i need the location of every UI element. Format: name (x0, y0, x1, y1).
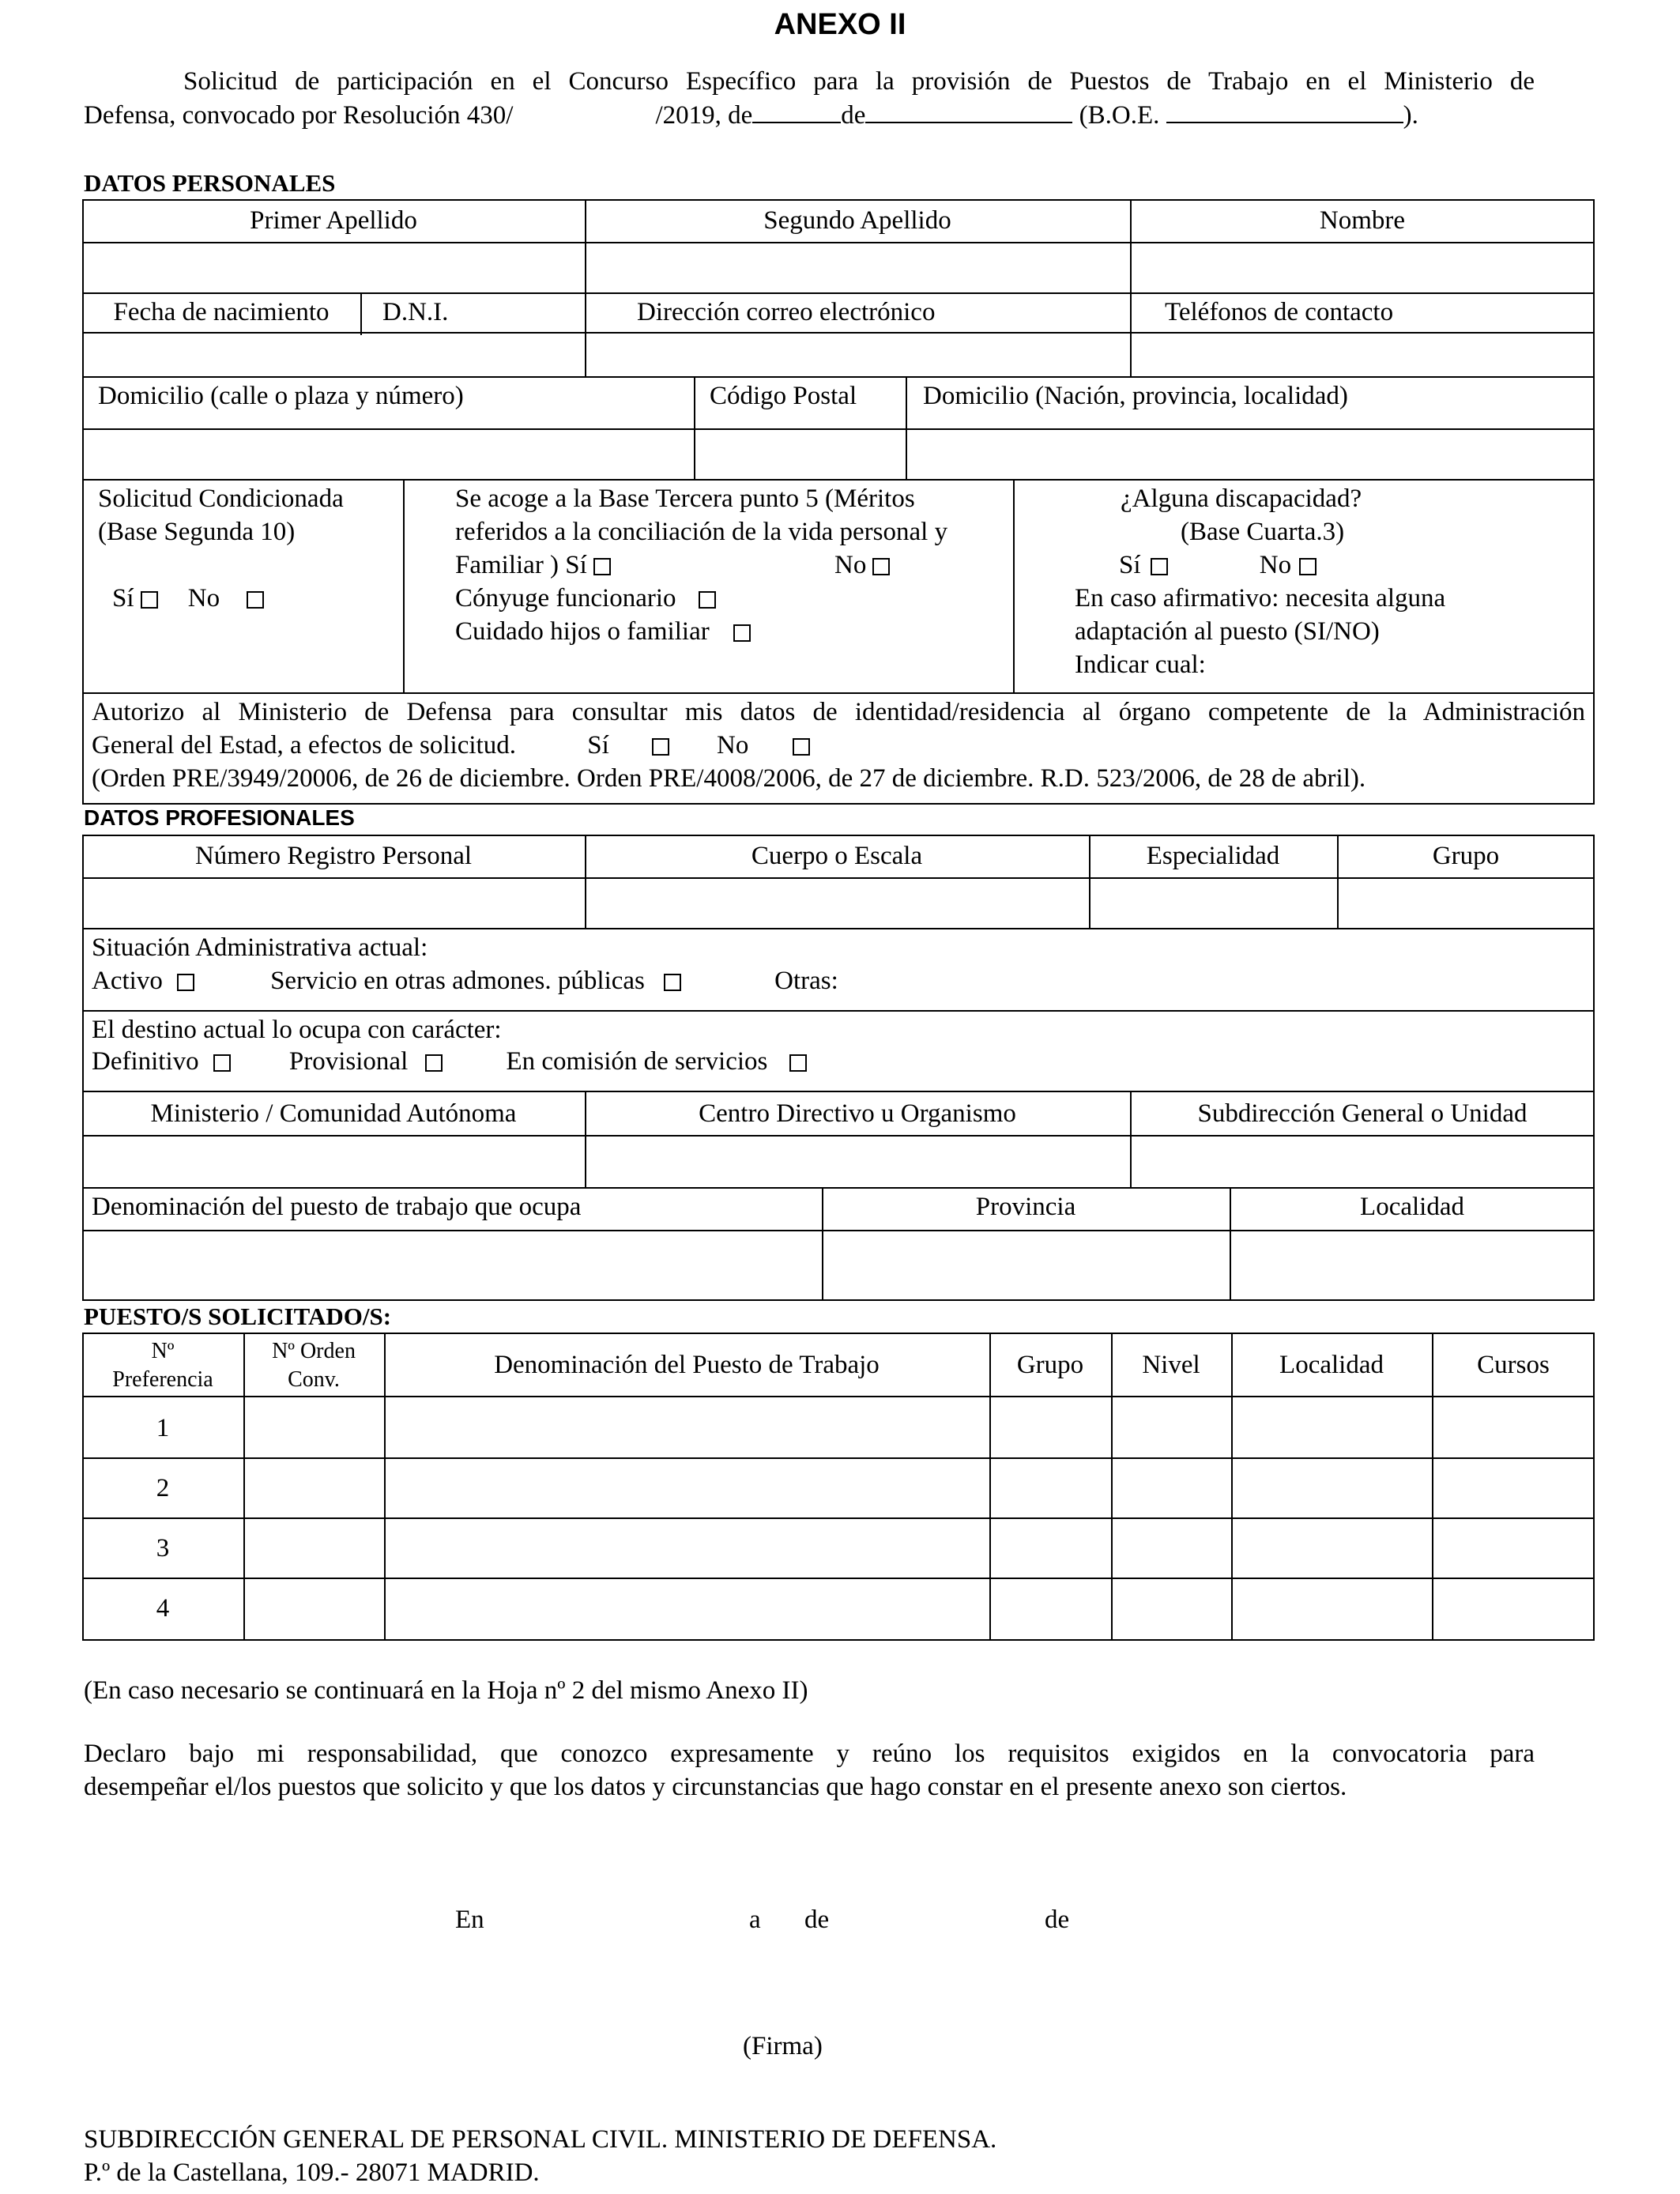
lugar-field[interactable] (503, 1902, 740, 1933)
no-label: No (187, 584, 220, 613)
nrp-label: Número Registro Personal (194, 842, 473, 870)
col-cursos-header: Cursos (1477, 1351, 1550, 1379)
autorizo-no-checkbox[interactable] (793, 738, 810, 756)
discapacidad-options (1119, 548, 1317, 582)
autorizo-text: General del Estad, a efectos de solicitud. (92, 731, 516, 760)
table-row-number: 2 (156, 1474, 170, 1502)
grupo-field[interactable] (1339, 880, 1593, 926)
servicio-otras-checkbox[interactable] (664, 974, 681, 991)
codigo-postal-field[interactable] (695, 432, 904, 477)
discapacidad-question: ¿Alguna discapacidad? (1121, 484, 1362, 513)
boe-blank[interactable] (1166, 98, 1403, 123)
denominacion-field[interactable] (84, 1233, 820, 1299)
fecha-en: En (455, 1906, 484, 1934)
subdireccion-label: Subdirección General o Unidad (1197, 1099, 1527, 1128)
col-orden-line-2: Conv. (288, 1367, 340, 1392)
intro-de: de (841, 101, 866, 130)
fecha-dni-field[interactable] (84, 335, 583, 375)
cuerpo-field[interactable] (586, 880, 1087, 926)
col-orden-line-1: Nº Orden (272, 1339, 356, 1363)
autorizo-si-label: Sí (587, 731, 609, 760)
mes-field[interactable] (846, 1902, 1035, 1933)
fecha-de-2: de (1045, 1906, 1070, 1934)
month-blank[interactable] (865, 98, 1072, 123)
comision-label: En comisión de servicios (506, 1047, 768, 1076)
provincia-label: Provincia (975, 1193, 1076, 1221)
table-row-number: 4 (156, 1594, 170, 1623)
localidad-field[interactable] (1231, 1233, 1593, 1299)
fecha-nacimiento-label: Fecha de nacimiento (113, 298, 330, 326)
provisional-checkbox[interactable] (425, 1054, 443, 1072)
ministerio-label: Ministerio / Comunidad Autónoma (150, 1099, 517, 1128)
activo-checkbox[interactable] (177, 974, 194, 991)
base-no-label: No (834, 551, 867, 579)
base-si-checkbox[interactable] (593, 558, 611, 575)
autorizo-line-2 (92, 729, 810, 762)
cuidado-checkbox[interactable] (733, 624, 751, 642)
discapacidad-line-3: En caso afirmativo: necesita alguna (1075, 584, 1446, 613)
situacion-label: Situación Administrativa actual: (92, 933, 428, 962)
primer-apellido-label: Primer Apellido (250, 206, 417, 235)
domicilio-label: Domicilio (calle o plaza y número) (98, 382, 464, 410)
domicilio-localidad-label: Domicilio (Nación, provincia, localidad) (923, 382, 1348, 410)
servicio-otras-label: Servicio en otras admones. públicas (270, 967, 645, 995)
declaro-line-2: desempeñar el/los puestos que solicito y que los datos y circunstancias que hago constar en el presente anexo son ciertos. (84, 1773, 1347, 1801)
definitivo-label: Definitivo (92, 1047, 199, 1076)
anio-field[interactable] (1086, 1902, 1212, 1933)
discapacidad-base: (Base Cuarta.3) (1181, 518, 1345, 546)
si-label: Sí (112, 584, 134, 613)
table-row[interactable] (245, 1459, 1593, 1516)
primer-apellido-field[interactable] (84, 245, 583, 291)
conyuge-checkbox[interactable] (699, 591, 716, 609)
codigo-postal-label: Código Postal (710, 382, 857, 410)
discapacidad-si-checkbox[interactable] (1151, 558, 1168, 575)
autorizo-line-3: (Orden PRE/3949/20006, de 26 de diciembre. Orden PRE/4008/2006, de 27 de diciembre. R.D. 523/2006, de 28 de abril). (92, 764, 1366, 793)
provincia-field[interactable] (823, 1233, 1228, 1299)
nota-continuacion: (En caso necesario se continuará en la Hoja nº 2 del mismo Anexo II) (84, 1676, 808, 1705)
ministerio-field[interactable] (84, 1138, 583, 1186)
footer-organismo: SUBDIRECCIÓN GENERAL DE PERSONAL CIVIL. MINISTERIO DE DEFENSA. (84, 2125, 997, 2154)
localidad-label: Localidad (1360, 1193, 1464, 1221)
autorizo-si-checkbox[interactable] (652, 738, 669, 756)
intro-line-2 (84, 98, 1418, 132)
datos-personales-heading: DATOS PERSONALES (84, 169, 336, 197)
intro-boe: (B.O.E. (1079, 101, 1160, 130)
autorizo-no-label: No (717, 731, 749, 760)
segundo-apellido-field[interactable] (586, 245, 1128, 291)
domicilio-field[interactable] (84, 432, 692, 477)
condicionada-title: Solicitud Condicionada (98, 484, 344, 513)
table-row-number: 3 (156, 1534, 170, 1563)
disc-no-label: No (1259, 551, 1292, 579)
centro-label: Centro Directivo u Organismo (699, 1099, 1016, 1128)
col-pref-line-2: Preferencia (112, 1367, 213, 1392)
footer-direccion: P.º de la Castellana, 109.- 28071 MADRID. (84, 2158, 540, 2187)
situacion-options (92, 964, 838, 997)
table-row[interactable] (245, 1397, 1593, 1456)
col-localidad-header: Localidad (1279, 1351, 1384, 1379)
base-tercera-line-2: referidos a la conciliación de la vida personal y (455, 518, 948, 546)
table-row[interactable] (245, 1519, 1593, 1576)
datos-profesionales-heading: DATOS PROFESIONALES (84, 805, 355, 830)
telefonos-field[interactable] (1132, 335, 1593, 375)
otras-label: Otras: (774, 967, 838, 995)
telefonos-label: Teléfonos de contacto (1165, 298, 1394, 326)
discapacidad-no-checkbox[interactable] (1299, 558, 1317, 575)
col-preferencia-header (82, 1337, 243, 1394)
especialidad-field[interactable] (1090, 880, 1335, 926)
cuerpo-label: Cuerpo o Escala (751, 842, 923, 870)
denominacion-label: Denominación del puesto de trabajo que ocupa (92, 1193, 582, 1221)
provisional-label: Provisional (288, 1047, 409, 1076)
condicionada-options (112, 582, 264, 615)
autorizo-line-1: Autorizo al Ministerio de Defensa para consultar mis datos de identidad/residencia al órgano competente de la Administración (92, 698, 1585, 726)
intro-year: /2019, de (655, 101, 753, 130)
destino-options (92, 1045, 807, 1078)
day-blank[interactable] (752, 98, 841, 123)
cuidado-row (455, 615, 751, 648)
col-denominacion-header: Denominación del Puesto de Trabajo (494, 1351, 880, 1379)
comision-checkbox[interactable] (789, 1054, 807, 1072)
destino-label: El destino actual lo ocupa con carácter: (92, 1016, 502, 1044)
intro-resolucion: Defensa, convocado por Resolución 430/ (84, 101, 514, 130)
activo-label: Activo (92, 967, 163, 995)
fecha-de-1: de (804, 1906, 830, 1934)
domicilio-localidad-field[interactable] (907, 432, 1593, 477)
cuidado-label: Cuidado hijos o familiar (455, 617, 710, 646)
firma-label: (Firma) (743, 2032, 823, 2060)
intro-line-1: Solicitud de participación en el Concurso Específico para la provisión de Puestos de Trabajo en el Ministerio de (183, 67, 1535, 96)
nrp-field[interactable] (84, 880, 583, 926)
signature-area[interactable] (553, 1944, 1027, 2023)
base-no-checkbox[interactable] (872, 558, 890, 575)
definitivo-checkbox[interactable] (213, 1054, 231, 1072)
conyuge-row (455, 582, 716, 615)
puestos-heading: PUESTO/S SOLICITADO/S: (84, 1302, 392, 1330)
base-familiar-si-label: Familiar ) Sí (455, 551, 587, 579)
condicionada-subtitle: (Base Segunda 10) (98, 518, 296, 546)
correo-field[interactable] (586, 335, 1128, 375)
declaro-line-1: Declaro bajo mi responsabilidad, que conozco expresamente y reúno los requisitos exigidos en la convocatoria para (84, 1740, 1535, 1768)
condicionada-no-checkbox[interactable] (247, 591, 264, 609)
disc-si-label: Sí (1119, 551, 1141, 579)
segundo-apellido-label: Segundo Apellido (763, 206, 951, 235)
base-tercera-line-3 (455, 548, 611, 582)
condicionada-si-checkbox[interactable] (141, 591, 158, 609)
base-tercera-line-1: Se acoge a la Base Tercera punto 5 (Méritos (455, 484, 915, 513)
col-grupo-header: Grupo (1016, 1351, 1084, 1379)
centro-field[interactable] (586, 1138, 1128, 1186)
base-no (834, 548, 890, 582)
subdireccion-field[interactable] (1132, 1138, 1593, 1186)
dni-label: D.N.I. (382, 298, 449, 326)
fecha-a: a (749, 1906, 761, 1934)
col-nivel-header: Nivel (1142, 1351, 1200, 1379)
nombre-field[interactable] (1132, 245, 1593, 291)
correo-label: Dirección correo electrónico (637, 298, 936, 326)
grupo-label: Grupo (1432, 842, 1500, 870)
discapacidad-line-5: Indicar cual: (1075, 650, 1206, 679)
table-row-number: 1 (156, 1414, 170, 1442)
nombre-label: Nombre (1319, 206, 1406, 235)
discapacidad-line-4: adaptación al puesto (SI/NO) (1075, 617, 1380, 646)
especialidad-label: Especialidad (1146, 842, 1280, 870)
page-title: ANEXO II (774, 8, 906, 41)
col-orden-header (243, 1337, 384, 1394)
conyuge-label: Cónyuge funcionario (455, 584, 676, 613)
table-row[interactable] (245, 1579, 1593, 1639)
intro-end: ). (1403, 101, 1418, 130)
col-pref-line-1: Nº (151, 1339, 175, 1363)
